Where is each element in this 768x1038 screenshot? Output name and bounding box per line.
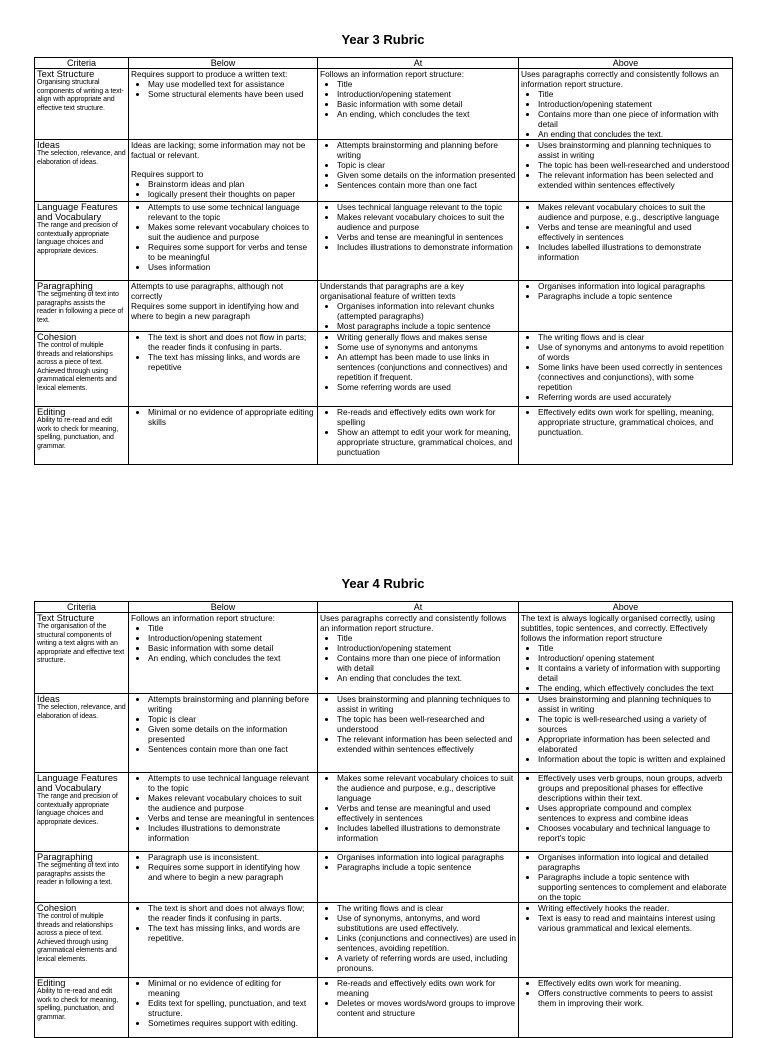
year-3-rubric [34, 30, 732, 465]
list-item: • An ending, which concludes the text [337, 109, 516, 119]
cell-lead: The text is always logically organised correctly, using subtitles, topic sentences, and correctly. Effectively follows the information report structure [521, 613, 715, 643]
list-item: • Title [538, 89, 730, 99]
table-row [35, 852, 733, 903]
above-cell [519, 332, 733, 407]
criteria-desc: The control of multiple threads and relationships across a piece of text. Achieved through using grammatical elements and lexical elements. [37, 913, 117, 963]
list-item: • Verbs and tense are meaningful in sentences [148, 813, 315, 823]
list-item: • Title [538, 643, 730, 653]
rubric-title: Year 3 Rubric [341, 32, 425, 47]
list-item: • Uses information [148, 262, 315, 272]
criteria-cell [35, 332, 129, 407]
at-cell [318, 140, 519, 202]
list-item: • Show an attempt to edit your work for meaning, appropriate structure, grammatical choices, and punctuation [337, 427, 516, 457]
criteria-cell [35, 69, 129, 140]
list-item: • Text is easy to read and maintains interest using various grammatical and lexical elements. [538, 913, 730, 933]
above-cell [519, 694, 733, 773]
cell-lead: Uses paragraphs correctly and consistently follows an information report structure. [521, 69, 719, 89]
list-item: • Effectively uses verb groups, noun groups, adverb groups and prepositional phases for effective descriptions within their text. [538, 773, 730, 803]
list-item: • The writing flows and is clear [538, 332, 730, 342]
list-item: • Basic information with some detail [337, 99, 516, 109]
list-item: • Contains more than one piece of information with detail [337, 653, 516, 673]
at-cell [318, 613, 519, 694]
criteria-cell [35, 773, 129, 852]
criteria-cell [35, 202, 129, 281]
list-item: • Attempts brainstorming and planning before writing [148, 694, 315, 714]
below-cell [129, 852, 318, 903]
list-item: • Some referring words are used [337, 382, 516, 392]
list-item: • Re-reads and effectively edits own work for spelling [337, 407, 516, 427]
criteria-cell [35, 978, 129, 1038]
list-item: • The topic is well-researched using a variety of sources [538, 714, 730, 734]
list-item: • The relevant information has been selected and extended within sentences effectively [337, 734, 516, 754]
cell-lead-secondary: Requires some support in identifying how and where to begin a new paragraph [131, 301, 299, 321]
list-item: • Paragraphs include a topic sentence with supporting sentences to complement and elaborate on the topic [538, 872, 730, 902]
list-item: • Given some details on the information presented [148, 724, 315, 744]
rubric-table [34, 601, 733, 1038]
cell-lead: Follows an information report structure: [320, 69, 464, 79]
list-item: • Paragraphs include a topic sentence [337, 862, 516, 872]
above-cell [519, 852, 733, 903]
list-item: • Introduction/opening statement [337, 89, 516, 99]
cell-lead: Attempts to use paragraphs, although not correctly [131, 281, 284, 301]
header-above: Above [519, 58, 733, 69]
criteria-title: Cohesion [37, 903, 77, 913]
list-item: • It contains a variety of information with supporting detail [538, 663, 730, 683]
list-item: • The writing flows and is clear [337, 903, 516, 913]
criteria-desc: The segmenting of text into paragraphs assists the reader in following a text. [37, 862, 119, 887]
above-cell [519, 202, 733, 281]
list-item: • Attempts to use technical language relevant to the topic [148, 773, 315, 793]
list-item: • Effectively edits own work for meaning. [538, 978, 730, 988]
criteria-cell [35, 140, 129, 202]
list-item: • Sentences contain more than one fact [337, 180, 516, 190]
list-item: • Brainstorm ideas and plan [148, 179, 315, 189]
list-item: • Makes relevant vocabulary choices to suit the audience and purpose [148, 793, 315, 813]
list-item: • The text has missing links, and words are repetitive. [148, 923, 315, 943]
criteria-title: Text Structure [37, 613, 95, 623]
list-item: • Requires some support for verbs and tense to be meaningful [148, 242, 315, 262]
cell-lead-secondary: Requires support to [131, 169, 204, 179]
criteria-desc: The control of multiple threads and relationships across a piece of text. Achieved through using grammatical elements and lexical elements. [37, 342, 117, 392]
list-item: • An ending that concludes the text. [538, 129, 730, 139]
below-cell [129, 613, 318, 694]
list-item: • Uses technical language relevant to the topic [337, 202, 516, 212]
at-cell [318, 281, 519, 332]
below-cell [129, 202, 318, 281]
criteria-desc: The range and precision of contextually appropriate language choices and appropriate devices. [37, 222, 118, 255]
list-item: • Introduction/ opening statement [538, 653, 730, 663]
list-item: • Title [148, 623, 315, 633]
criteria-title: Language Features and Vocabulary [37, 773, 118, 793]
table-row [35, 281, 733, 332]
list-item: • Makes some relevant vocabulary choices to suit the audience and purpose, e.g., descriptive language [337, 773, 516, 803]
list-item: • Sentences contain more than one fact [148, 744, 315, 754]
list-item: • Organises information into logical paragraphs [538, 281, 730, 291]
above-cell [519, 281, 733, 332]
list-item: • Organises information into logical and detailed paragraphs [538, 852, 730, 872]
at-cell [318, 202, 519, 281]
list-item: • Links (conjunctions and connectives) are used in sentences, avoiding repetition. [337, 933, 516, 953]
below-cell [129, 978, 318, 1038]
table-row [35, 407, 733, 465]
list-item: • Uses appropriate compound and complex sentences to express and combine ideas [538, 803, 730, 823]
list-item: • Introduction/opening statement [148, 633, 315, 643]
table-row [35, 202, 733, 281]
list-item: • An attempt has been made to use links in sentences (conjunctions and connectives) and repetition if frequent. [337, 352, 516, 382]
criteria-desc: Ability to re-read and edit work to check for meaning, spelling, punctuation, and grammar. [37, 988, 119, 1021]
below-cell [129, 407, 318, 465]
below-cell [129, 332, 318, 407]
list-item: • May use modelled text for assistance [148, 79, 315, 89]
criteria-title: Ideas [37, 694, 60, 704]
cell-lead: Understands that paragraphs are a key organisational feature of written texts [320, 281, 464, 301]
header-row [35, 602, 733, 613]
above-cell [519, 613, 733, 694]
header-below: Below [129, 602, 318, 613]
criteria-title: Language Features and Vocabulary [37, 202, 118, 222]
list-item: • Information about the topic is written and explained [538, 754, 730, 764]
list-item: • Introduction/opening statement [337, 643, 516, 653]
criteria-desc: The organisation of the structural components of writing a text aligns with an appropriate and effective text structure. [37, 623, 125, 665]
table-row [35, 613, 733, 694]
list-item: • Sometimes requires support with editing. [148, 1018, 315, 1028]
list-item: • Verbs and tense are meaningful and used effectively in sentences [538, 222, 730, 242]
header-below: Below [129, 58, 318, 69]
list-item: • Uses brainstorming and planning techniques to assist in writing [337, 694, 516, 714]
list-item: • The text is short and does not flow in parts; the reader finds it confusing in parts. [148, 332, 315, 352]
list-item: • Some links have been used correctly in sentences (connectives and conjunctions), with some repetition [538, 362, 730, 392]
criteria-cell [35, 281, 129, 332]
cell-lead: Follows an information report structure: [131, 613, 275, 623]
list-item: • Contains more than one piece of information with detail [538, 109, 730, 129]
above-cell [519, 978, 733, 1038]
list-item: • Deletes or moves words/word groups to improve content and structure [337, 998, 516, 1018]
list-item: • Chooses vocabulary and technical language to report's topic [538, 823, 730, 843]
below-cell [129, 694, 318, 773]
list-item: • Some use of synonyms and antonyms [337, 342, 516, 352]
list-item: • Minimal or no evidence of editing for meaning [148, 978, 315, 998]
above-cell [519, 69, 733, 140]
list-item: • Referring words are used accurately [538, 392, 730, 402]
list-item: • The ending, which effectively concludes the text [538, 683, 730, 693]
at-cell [318, 332, 519, 407]
criteria-cell [35, 694, 129, 773]
criteria-title: Editing [37, 978, 66, 988]
list-item: • Re-reads and effectively edits own work for meaning [337, 978, 516, 998]
below-cell [129, 903, 318, 978]
table-row [35, 978, 733, 1038]
list-item: • Title [337, 79, 516, 89]
at-cell [318, 852, 519, 903]
at-cell [318, 694, 519, 773]
list-item: • Paragraphs include a topic sentence [538, 291, 730, 301]
at-cell [318, 407, 519, 465]
list-item: • Paragraph use is inconsistent. [148, 852, 315, 862]
above-cell [519, 407, 733, 465]
below-cell [129, 281, 318, 332]
criteria-title: Paragraphing [37, 281, 93, 291]
criteria-title: Text Structure [37, 69, 95, 79]
list-item: • The text is short and does not always flow; the reader finds it confusing in parts. [148, 903, 315, 923]
criteria-desc: The selection, relevance, and elaboration of ideas. [37, 150, 126, 166]
list-item: • The relevant information has been selected and extended within sentences effectively [538, 170, 730, 190]
at-cell [318, 69, 519, 140]
list-item: • Given some details on the information presented [337, 170, 516, 180]
list-item: • Writing generally flows and makes sense [337, 332, 516, 342]
below-cell [129, 773, 318, 852]
list-item: • Verbs and tense are meaningful in sentences [337, 232, 516, 242]
list-item: • Writing effectively hooks the reader. [538, 903, 730, 913]
criteria-cell [35, 613, 129, 694]
rubric-title: Year 4 Rubric [341, 576, 425, 591]
criteria-cell [35, 903, 129, 978]
above-cell [519, 773, 733, 852]
list-item: • A variety of referring words are used, including pronouns. [337, 953, 516, 973]
list-item: • Makes relevant vocabulary choices to suit the audience and purpose [337, 212, 516, 232]
list-item: • logically present their thoughts on paper [148, 189, 315, 199]
cell-lead: Uses paragraphs correctly and consistently follows an information report structure. [320, 613, 507, 633]
header-criteria: Criteria [35, 602, 129, 613]
list-item: • Basic information with some detail [148, 643, 315, 653]
header-criteria: Criteria [35, 58, 129, 69]
list-item: • Most paragraphs include a topic sentence [337, 321, 516, 331]
list-item: • Makes some relevant vocabulary choices to suit the audience and purpose [148, 222, 315, 242]
header-at: At [318, 58, 519, 69]
at-cell [318, 773, 519, 852]
list-item: • Makes relevant vocabulary choices to suit the audience and purpose, e.g., descriptive language [538, 202, 730, 222]
list-item: • Effectively edits own work for spelling, meaning, appropriate structure, grammatical choices, and punctuation. [538, 407, 730, 437]
above-cell [519, 903, 733, 978]
criteria-desc: The segmenting of text into paragraphs assists the reader in following a piece of text. [37, 291, 124, 324]
list-item: • Use of synonyms and antonyms to avoid repetition of words [538, 342, 730, 362]
list-item: • The text has missing links, and words are repetitive [148, 352, 315, 372]
header-at: At [318, 602, 519, 613]
list-item: • The topic has been well-researched and understood [538, 160, 730, 170]
table-row [35, 694, 733, 773]
criteria-desc: The range and precision of contextually appropriate language choices and appropriate devices. [37, 793, 118, 826]
rubric-table [34, 57, 733, 465]
year-4-rubric [34, 574, 732, 1038]
list-item: • Appropriate information has been selected and elaborated [538, 734, 730, 754]
above-cell [519, 140, 733, 202]
list-item: • Minimal or no evidence of appropriate editing skills [148, 407, 315, 427]
header-above: Above [519, 602, 733, 613]
list-item: • Uses brainstorming and planning techniques to assist in writing [538, 140, 730, 160]
table-row [35, 140, 733, 202]
table-row [35, 773, 733, 852]
criteria-title: Paragraphing [37, 852, 93, 862]
at-cell [318, 903, 519, 978]
table-row [35, 332, 733, 407]
list-item: • Attempts to use some technical language relevant to the topic [148, 202, 315, 222]
list-item: • Verbs and tense are meaningful and used effectively in sentences [337, 803, 516, 823]
list-item: • Includes labelled illustrations to demonstrate information [337, 823, 516, 843]
criteria-cell [35, 407, 129, 465]
list-item: • Use of synonyms, antonyms, and word substitutions are used effectively. [337, 913, 516, 933]
criteria-cell [35, 852, 129, 903]
list-item: • Topic is clear [148, 714, 315, 724]
criteria-title: Cohesion [37, 332, 77, 342]
list-item: • Topic is clear [337, 160, 516, 170]
list-item: • Attempts brainstorming and planning before writing [337, 140, 516, 160]
below-cell [129, 140, 318, 202]
criteria-title: Ideas [37, 140, 60, 150]
below-cell [129, 69, 318, 140]
list-item: • Title [337, 633, 516, 643]
table-row [35, 903, 733, 978]
header-row [35, 58, 733, 69]
list-item: • Includes illustrations to demonstrate information [337, 242, 516, 252]
criteria-desc: Organising structural components of writing a text-align with appropriate and effective text structure. [37, 79, 124, 112]
list-item: • An ending, which concludes the text [148, 653, 315, 663]
table-row [35, 69, 733, 140]
cell-lead: Requires support to produce a written text: [131, 69, 288, 79]
list-item: • Organises information into relevant chunks (attempted paragraphs) [337, 301, 516, 321]
criteria-desc: The selection, relevance, and elaboration of ideas. [37, 704, 126, 720]
list-item: • Requires some support in identifying how and where to begin a new paragraph [148, 862, 315, 882]
list-item: • Uses brainstorming and planning techniques to assist in writing [538, 694, 730, 714]
list-item: • Introduction/opening statement [538, 99, 730, 109]
list-item: • Offers constructive comments to peers to assist them in improving their work. [538, 988, 730, 1008]
list-item: • Includes labelled illustrations to demonstrate information [538, 242, 730, 262]
list-item: • Includes illustrations to demonstrate information [148, 823, 315, 843]
at-cell [318, 978, 519, 1038]
list-item: • The topic has been well-researched and understood [337, 714, 516, 734]
list-item: • Organises information into logical paragraphs [337, 852, 516, 862]
criteria-title: Editing [37, 407, 66, 417]
list-item: • Edits text for spelling, punctuation, and text structure. [148, 998, 315, 1018]
criteria-desc: Ability to re-read and edit work to check for meaning, spelling, punctuation, and grammar. [37, 417, 119, 450]
cell-lead: Ideas are lacking; some information may not be factual or relevant. [131, 140, 306, 160]
list-item: • An ending that concludes the text. [337, 673, 516, 683]
list-item: • Some structural elements have been used [148, 89, 315, 99]
